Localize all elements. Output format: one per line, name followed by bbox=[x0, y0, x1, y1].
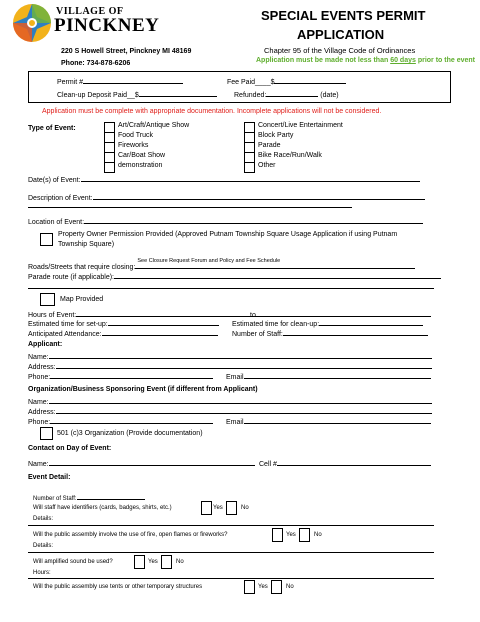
applicant-phone-field[interactable]: Phone: bbox=[28, 371, 213, 381]
event-type-option-label: Parade bbox=[258, 142, 281, 149]
identifiers-details-label: Details: bbox=[33, 516, 54, 522]
parade-route-field[interactable]: Parade route (if applicable): bbox=[28, 271, 441, 281]
form-title-line1: SPECIAL EVENTS PERMIT bbox=[261, 8, 426, 23]
applicant-address-field[interactable]: Address: bbox=[28, 361, 432, 371]
type-of-event-label: Type of Event: bbox=[28, 125, 76, 132]
deadline-notice: Application must be made not less than 60 days prior to the event bbox=[256, 57, 475, 64]
fee-paid-field[interactable]: Fee Paid____$ bbox=[227, 76, 346, 86]
event-type-option-label: demonstration bbox=[118, 162, 163, 169]
deposit-paid-field[interactable]: Clean-up Deposit Paid__$ bbox=[57, 89, 217, 99]
staff-count-field[interactable]: Number of Staff: bbox=[232, 328, 428, 338]
hours-end-field[interactable]: to bbox=[250, 309, 431, 319]
organization-email-field[interactable]: Email bbox=[226, 416, 431, 426]
event-type-option-label: Concert/Live Entertainment bbox=[258, 122, 343, 129]
village-address: 220 S Howell Street, Pinckney MI 48169 bbox=[61, 48, 192, 55]
roads-closing-note: See Closure Request Forum and Policy and Fee Schedule bbox=[137, 258, 281, 264]
sound-question: Will amplified sound be used? bbox=[33, 559, 113, 565]
contact-name-field[interactable]: Name: bbox=[28, 458, 255, 468]
fire-no-checkbox[interactable] bbox=[299, 528, 310, 542]
identifiers-yes-checkbox[interactable] bbox=[201, 501, 212, 515]
owner-permission-label: Property Owner Permission Provided (Approved Putnam Township Square Usage Application if using Putnam bbox=[58, 231, 398, 238]
form-title-line2: APPLICATION bbox=[297, 27, 385, 42]
fire-yes-checkbox[interactable] bbox=[272, 528, 283, 542]
description-line-2[interactable] bbox=[28, 207, 352, 208]
event-type-option-label: Block Party bbox=[258, 132, 294, 139]
contact-heading: Contact on Day of Event: bbox=[28, 445, 112, 452]
attendance-field[interactable]: Anticipated Attendance: bbox=[28, 328, 218, 338]
fire-details-line[interactable] bbox=[28, 552, 434, 553]
event-detail-heading: Event Detail: bbox=[28, 474, 71, 481]
event-type-option-label: Fireworks bbox=[118, 142, 149, 149]
event-type-option-label: Bike Race/Run/Walk bbox=[258, 152, 322, 159]
event-location-field[interactable]: Location of Event: bbox=[28, 216, 423, 226]
applicant-heading: Applicant: bbox=[28, 341, 63, 348]
event-dates-field[interactable]: Date(s) of Event: bbox=[28, 174, 420, 184]
event-type-option-label: Food Truck bbox=[118, 132, 154, 139]
identifiers-question: Will staff have identifiers (cards, badges, shirts, etc.) bbox=[33, 505, 172, 511]
organization-heading: Organization/Business Sponsoring Event (if different from Applicant) bbox=[28, 386, 258, 393]
chapter-reference: Chapter 95 of the Village Code of Ordinances bbox=[264, 46, 416, 55]
sound-yes-checkbox[interactable] bbox=[134, 555, 145, 569]
setup-time-field[interactable]: Estimated time for set-up: bbox=[28, 318, 219, 328]
refunded-field[interactable]: Refunded: (date) bbox=[234, 89, 339, 99]
organization-phone-field[interactable]: Phone: bbox=[28, 416, 213, 426]
sound-yes-label: Yes bbox=[148, 559, 158, 565]
nonprofit-label: 501 (c)3 Organization (Provide documentation) bbox=[57, 430, 203, 437]
tents-no-checkbox[interactable] bbox=[271, 580, 282, 594]
permit-number-field[interactable]: Permit # bbox=[57, 76, 183, 86]
detail-staff-count-field[interactable]: Number of Staff: bbox=[33, 493, 145, 502]
cleanup-time-field[interactable]: Estimated time for clean-up: bbox=[232, 318, 423, 328]
hours-start-field[interactable]: Hours of Event: bbox=[28, 309, 261, 319]
contact-cell-field[interactable]: Cell # bbox=[259, 458, 431, 468]
village-phone: Phone: 734-878-6206 bbox=[61, 60, 131, 67]
tents-yes-checkbox[interactable] bbox=[244, 580, 255, 594]
sound-hours-line[interactable] bbox=[28, 578, 434, 579]
identifiers-details-line[interactable] bbox=[28, 525, 434, 526]
event-type-option-label: Art/Craft/Antique Show bbox=[118, 122, 190, 129]
map-provided-label: Map Provided bbox=[60, 296, 104, 303]
owner-permission-label-2: Township Square) bbox=[58, 241, 115, 248]
map-provided-checkbox[interactable] bbox=[40, 293, 55, 306]
applicant-name-field[interactable]: Name: bbox=[28, 351, 432, 361]
event-type-option-label: Other bbox=[258, 162, 276, 169]
sound-no-checkbox[interactable] bbox=[161, 555, 172, 569]
event-type-option-checkbox[interactable] bbox=[104, 162, 115, 173]
fire-no-label: No bbox=[314, 532, 322, 538]
tents-question: Will the public assembly use tents or other temporary structures bbox=[33, 584, 203, 590]
village-name: PINCKNEY bbox=[54, 15, 160, 36]
identifiers-no-checkbox[interactable] bbox=[226, 501, 237, 515]
organization-name-field[interactable]: Name: bbox=[28, 396, 432, 406]
nonprofit-checkbox[interactable] bbox=[40, 427, 53, 440]
organization-address-field[interactable]: Address: bbox=[28, 406, 432, 416]
sound-no-label: No bbox=[176, 559, 184, 565]
tents-yes-label: Yes bbox=[258, 584, 268, 590]
identifiers-yes-label: Yes bbox=[213, 505, 223, 511]
village-of-label: VILLAGE OF bbox=[56, 6, 124, 17]
tents-no-label: No bbox=[286, 584, 294, 590]
event-type-option-checkbox[interactable] bbox=[244, 162, 255, 173]
village-logo bbox=[12, 3, 52, 43]
roads-closing-field[interactable]: Roads/Streets that require closing: See Closure Request Forum and Policy and Fee Schedule bbox=[28, 261, 415, 271]
owner-permission-checkbox[interactable] bbox=[40, 233, 53, 246]
sound-hours-label: Hours: bbox=[33, 570, 51, 576]
applicant-email-field[interactable]: Email bbox=[226, 371, 431, 381]
event-type-option-label: Car/Boat Show bbox=[118, 152, 166, 159]
identifiers-no-label: No bbox=[241, 505, 249, 511]
event-description-field[interactable]: Description of Event: bbox=[28, 192, 425, 202]
parade-route-line-2[interactable] bbox=[28, 288, 434, 289]
completeness-warning: Application must be complete with appropriate documentation. Incomplete applications will not be considered. bbox=[42, 108, 382, 115]
fire-question: Will the public assembly involve the use of fire, open flames or fireworks? bbox=[33, 532, 228, 538]
fire-details-label: Details: bbox=[33, 543, 54, 549]
fire-yes-label: Yes bbox=[286, 532, 296, 538]
